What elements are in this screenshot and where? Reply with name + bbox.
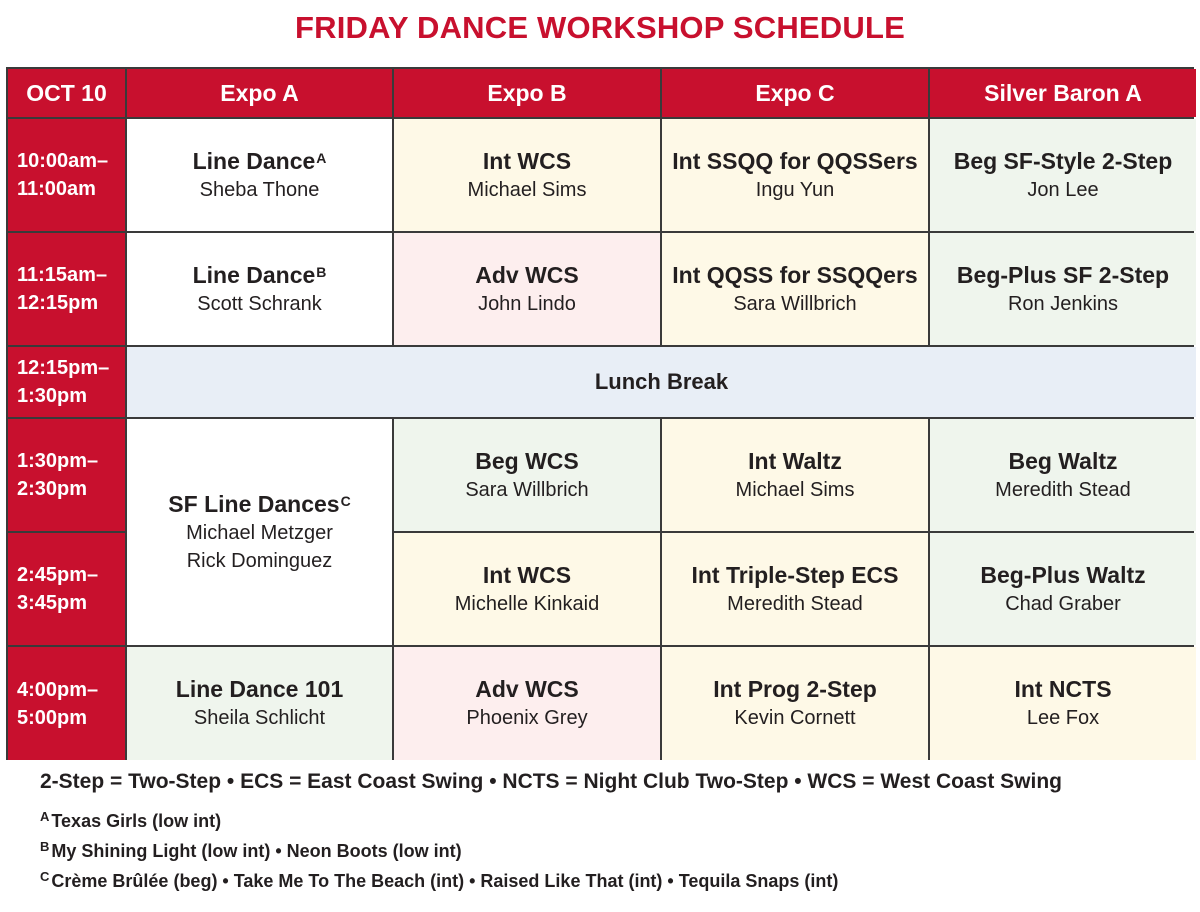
session-cell (662, 533, 928, 645)
session-cell (394, 647, 660, 760)
footnote-marker: A (316, 149, 327, 166)
session-cell (930, 419, 1196, 531)
session-cell (127, 647, 392, 760)
time-slot (8, 347, 125, 417)
session-title: Line Dance$^B$ (192, 261, 327, 288)
session-cell (662, 647, 928, 760)
date-header-label: OCT 10 (26, 79, 107, 106)
session-instructor: Meredith Stead (995, 478, 1131, 501)
session-cell (930, 533, 1196, 645)
time-slot (8, 119, 125, 231)
time-end: 1:30pm (17, 385, 88, 407)
time-end: 2:30pm (17, 478, 88, 500)
session-cell (662, 119, 928, 231)
session-instructor: Michelle Kinkaid (454, 592, 600, 615)
session-title: Int Prog 2-Step (713, 676, 877, 702)
session-title: Beg WCS (475, 447, 579, 474)
session-cell (662, 233, 928, 345)
session-title: Int Triple-Step ECS (691, 561, 899, 588)
time-start: 1:30pm– (17, 450, 99, 472)
footnote (40, 866, 1190, 896)
session-instructor: Michael Sims (467, 178, 587, 201)
time-start: 4:00pm– (17, 678, 99, 701)
session-instructor: Meredith Stead (727, 592, 863, 615)
session-instructor: Kevin Cornett (734, 707, 856, 729)
time-slot (8, 533, 125, 645)
time-end: 11:00am (17, 178, 96, 200)
lunch-break-label: Lunch Break (594, 369, 729, 394)
footnote-mark: A (40, 809, 50, 824)
session-instructor: Phoenix Grey (466, 707, 588, 729)
room-header-label: Silver Baron A (984, 79, 1142, 106)
room-header-label: Expo A (220, 79, 299, 106)
session-title: Beg SF-Style 2-Step (953, 147, 1173, 174)
session-instructor: John Lindo (478, 292, 576, 315)
session-instructor: Scott Schrank (197, 292, 322, 315)
footnote-text: Texas Girls (low int) (51, 811, 222, 831)
session-title: Int Waltz (748, 447, 842, 474)
session-cell (394, 233, 660, 345)
time-slot (8, 647, 125, 760)
session-cell (930, 647, 1196, 760)
room-header-label: Expo B (487, 79, 567, 106)
session-title: Line Dance 101 (175, 676, 344, 702)
session-instructor: Sara Willbrich (733, 292, 857, 315)
session-instructor: Michael Sims (735, 478, 855, 501)
session-instructor: Michael Metzger (186, 521, 333, 544)
session-instructor: Sheila Schlicht (193, 707, 326, 729)
time-slot (8, 233, 125, 345)
session-instructor: Sara Willbrich (465, 478, 589, 501)
session-instructor: Rick Dominguez (186, 549, 333, 572)
footnote-marker: B (316, 263, 327, 280)
session-cell (127, 233, 392, 345)
session-title: Int WCS (482, 147, 572, 174)
notes-section (40, 770, 1190, 896)
room-header-silver-baron-a (930, 69, 1196, 117)
session-title: Beg-Plus Waltz (980, 561, 1146, 588)
session-cell (930, 119, 1196, 231)
session-instructor: Chad Graber (1005, 592, 1121, 615)
session-title: Adv WCS (475, 261, 579, 288)
session-cell (662, 419, 928, 531)
abbreviations-legend: 2-Step = Two-Step • ECS = East Coast Swing • NCTS = Night Club Two-Step • WCS = West Coast Swing (40, 770, 1062, 793)
session-cell (394, 419, 660, 531)
session-title: Int NCTS (1014, 676, 1112, 702)
session-cell (394, 119, 660, 231)
session-title: Int QQSS for SSQQers (672, 261, 918, 288)
session-cell (394, 533, 660, 645)
session-title: Int WCS (482, 561, 572, 588)
time-slot (8, 419, 125, 531)
session-title: Beg Waltz (1008, 447, 1118, 474)
footnote (40, 806, 1190, 836)
footnote (40, 836, 1190, 866)
footnote-marker: C (340, 492, 351, 509)
room-header-label: Expo C (755, 79, 835, 106)
time-start: 12:15pm– (17, 357, 110, 379)
session-title: Line Dance$^A$ (192, 147, 327, 174)
session-instructor: Ingu Yun (755, 178, 835, 201)
time-end: 12:15pm (17, 292, 99, 314)
lunch-break-cell (127, 347, 1196, 417)
footnote-text: My Shining Light (low int) • Neon Boots (low int) (51, 841, 462, 861)
session-title: Int SSQQ for QQSSers (672, 147, 918, 174)
session-instructor: Ron Jenkins (1007, 292, 1119, 315)
time-end: 3:45pm (17, 592, 88, 614)
footnote-mark: B (40, 839, 50, 854)
session-instructor: Jon Lee (1027, 178, 1099, 201)
room-header-expo-a (127, 69, 392, 117)
room-header-expo-b (394, 69, 660, 117)
footnote-text: Crème Brûlée (beg) • Take Me To The Beach (int) • Raised Like That (int) • Tequila Snaps (int) (51, 871, 839, 891)
footnote-mark: C (40, 869, 50, 884)
room-header-expo-c (662, 69, 928, 117)
time-start: 11:15am– (17, 264, 108, 286)
time-start: 10:00am– (17, 150, 109, 172)
time-end: 5:00pm (17, 706, 88, 729)
schedule-table (6, 67, 1194, 760)
session-title: SF Line Dances$^C$ (168, 490, 351, 517)
session-instructor: Sheba Thone (199, 178, 320, 201)
session-cell (127, 119, 392, 231)
page-title: FRIDAY DANCE WORKSHOP SCHEDULE (294, 10, 905, 45)
session-instructor: Lee Fox (1026, 707, 1100, 729)
date-header (8, 69, 125, 117)
session-title: Beg-Plus SF 2-Step (956, 261, 1170, 288)
session-cell-sf-line-dances (127, 419, 392, 645)
time-start: 2:45pm– (17, 564, 99, 586)
session-cell (930, 233, 1196, 345)
session-title: Adv WCS (475, 676, 579, 702)
